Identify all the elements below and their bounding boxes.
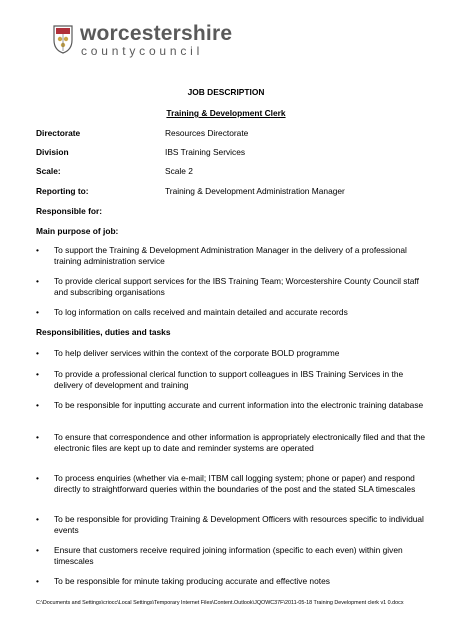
- field-label: Reporting to:: [36, 186, 89, 196]
- list-item-text: To be responsible for minute taking producing accurate and effective notes: [54, 576, 330, 586]
- bullet-icon: •: [36, 576, 39, 586]
- heading-responsible-for: Responsible for:: [36, 206, 103, 216]
- heading-main-purpose: Main purpose of job:: [36, 226, 119, 236]
- list-item-text: Ensure that customers receive required joining information (specific to each even) within given timescales: [54, 545, 403, 566]
- council-logo: [52, 22, 312, 62]
- bullet-icon: •: [36, 276, 39, 286]
- list-item-text: To be responsible for providing Training & Development Officers with resources specific to individual events: [54, 514, 424, 535]
- logo-text-worcestershire: worcestershire: [80, 22, 233, 45]
- bullet-icon: •: [36, 545, 39, 555]
- list-item-text: To be responsible for inputting accurate and current information into the electronic training database: [54, 400, 424, 410]
- bullet-icon: •: [36, 369, 39, 379]
- field-label: Scale:: [36, 166, 61, 176]
- logo-text-countycouncil: countycouncil: [81, 44, 204, 58]
- field-value: Scale 2: [165, 166, 193, 176]
- list-item-text: To log information on calls received and maintain detailed and accurate records: [54, 307, 348, 317]
- field-value: Training & Development Administration Manager: [165, 186, 345, 196]
- list-item-text: To process enquiries (whether via e-mail; ITBM call logging system; phone or paper) and respond directly to straightforward queries within the boundaries of the post and the stated SLA timescales: [54, 473, 416, 494]
- bullet-icon: •: [36, 307, 39, 317]
- list-item-text: To help deliver services within the context of the corporate BOLD programme: [54, 348, 340, 358]
- council-crest-icon: [52, 24, 74, 54]
- heading-responsibilities: Responsibilities, duties and tasks: [36, 327, 171, 337]
- bullet-icon: •: [36, 400, 39, 410]
- field-value: Resources Directorate: [165, 128, 249, 138]
- bullet-icon: •: [36, 348, 39, 358]
- list-item-text: To support the Training & Development Administration Manager in the delivery of a professional training administration service: [54, 245, 407, 266]
- field-label: Division: [36, 147, 69, 157]
- job-title: Training & Development Clerk: [166, 108, 286, 118]
- list-item-text: To provide clerical support services for the IBS Training Team; Worcestershire County Council staff and subscribing organisations: [54, 276, 419, 297]
- bullet-icon: •: [36, 432, 39, 442]
- field-value: IBS Training Services: [165, 147, 246, 157]
- list-item-text: To ensure that correspondence and other information is appropriately electronically filed and that the electronic files are kept up to date and reminder systems are operated: [54, 432, 426, 453]
- footer-file-path: C:\Documents and Settings\criocc\Local Settings\Temporary Internet Files\Content.Outlook\JQOWC37F\2011-05-18 Training Development clerk v1 0.docx: [36, 600, 404, 606]
- bullet-icon: •: [36, 514, 39, 524]
- field-label: Directorate: [36, 128, 81, 138]
- bullet-icon: •: [36, 245, 39, 255]
- document-title: JOB DESCRIPTION: [187, 87, 265, 97]
- list-item-text: To provide a professional clerical function to support colleagues in IBS Training Services in the delivery of development and training: [54, 369, 404, 390]
- bullet-icon: •: [36, 473, 39, 483]
